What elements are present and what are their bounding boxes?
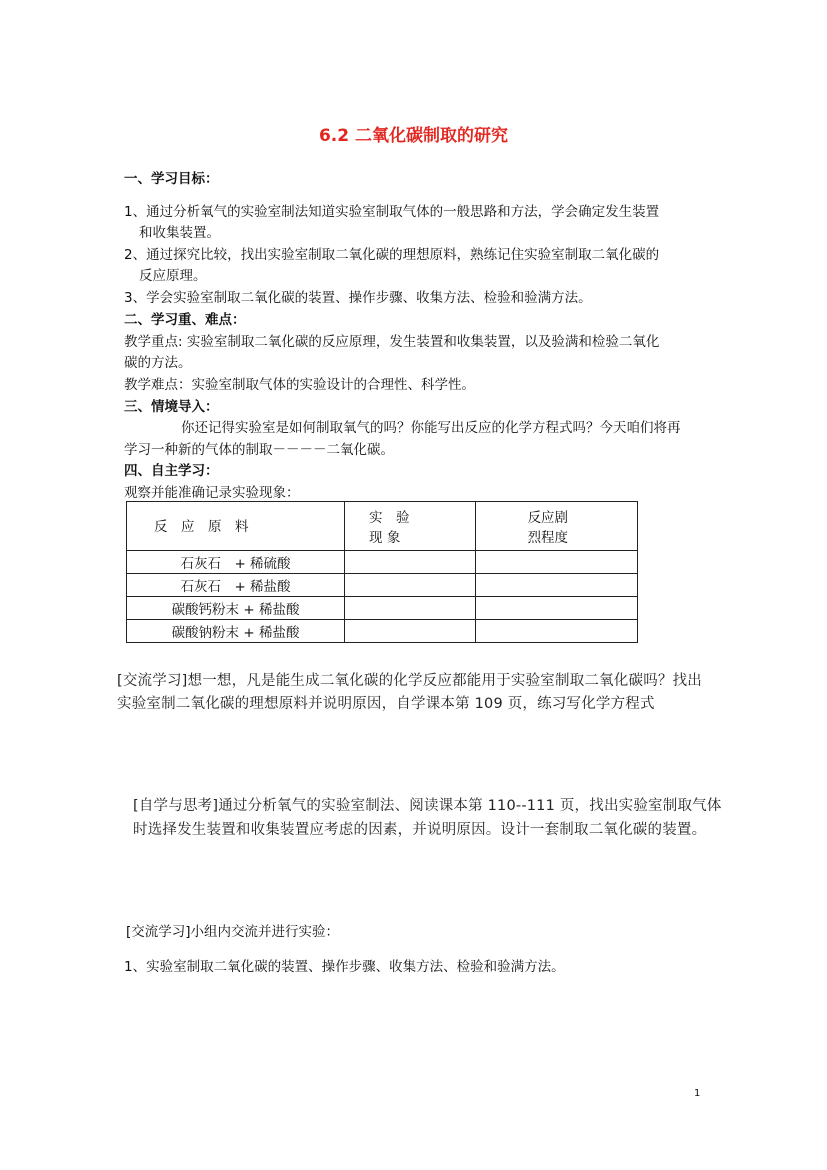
exchange-study-line-2: 实验室制二氧化碳的理想原料并说明原因，自学课本第 109 页，练习写化学方程式 bbox=[117, 696, 655, 712]
row-phenomenon-cell[interactable] bbox=[345, 574, 476, 597]
row-phenomenon-cell[interactable] bbox=[345, 597, 476, 620]
row-material: 碳酸钙粉末 + 稀盐酸 bbox=[127, 597, 345, 620]
group-exchange-item-1: 1、实验室制取二氧化碳的装置、操作步骤、收集方法、检验和验满方法。 bbox=[124, 959, 565, 975]
difficulty-point: 教学难点：实验室制取气体的实验设计的合理性、科学性。 bbox=[124, 377, 475, 393]
section-heading-goals: 一、学习目标： bbox=[124, 171, 219, 187]
row-intensity-cell[interactable] bbox=[475, 574, 637, 597]
section-heading-key-points: 二、学习重、难点： bbox=[124, 312, 246, 328]
key-point-line-2: 碳的方法。 bbox=[124, 355, 192, 371]
header-phenomenon bbox=[345, 502, 476, 551]
section-heading-self-study: 四、自主学习： bbox=[124, 463, 219, 479]
row-material: 石灰石 + 稀盐酸 bbox=[127, 574, 345, 597]
group-exchange: [交流学习]小组内交流并进行实验： bbox=[126, 924, 340, 940]
goal-2-line-2: 反应原理。 bbox=[139, 268, 207, 284]
self-think-line-2: 时选择发生装置和收集装置应考虑的因素，并说明原因。设计一套制取二氧化碳的装置。 bbox=[133, 822, 707, 838]
page-number: 1 bbox=[694, 1088, 701, 1099]
goal-1-line-1: 1、通过分析氧气的实验室制法知道实验室制取气体的一般思路和方法，学会确定发生装置 bbox=[124, 204, 660, 220]
goal-2-line-1: 2、通过探究比较，找出实验室制取二氧化碳的理想原料，熟练记住实验室制取二氧化碳的 bbox=[124, 247, 660, 263]
header-phenomenon-line-2: 现 象 bbox=[369, 530, 401, 546]
table-header-row bbox=[127, 502, 638, 551]
intro-line-2: 学习一种新的气体的制取－－－－二氧化碳。 bbox=[124, 442, 394, 458]
row-intensity-cell[interactable] bbox=[475, 597, 637, 620]
observe-instruction: 观察并能准确记录实验现象： bbox=[124, 485, 300, 501]
row-intensity-cell[interactable] bbox=[475, 620, 637, 643]
exchange-study-line-1: [交流学习]想一想，凡是能生成二氧化碳的化学反应都能用于实验室制取二氧化碳吗？找出 bbox=[117, 673, 703, 689]
header-phenomenon-line-1: 实 验 bbox=[369, 510, 410, 526]
header-materials bbox=[127, 502, 345, 551]
intro-line-1: 你还记得实验室是如何制取氧气的吗？你能写出反应的化学方程式吗？今天咱们将再 bbox=[181, 420, 681, 436]
header-intensity bbox=[475, 502, 637, 551]
header-intensity-line-1: 反应剧 bbox=[527, 510, 569, 526]
table-row bbox=[127, 574, 638, 597]
table-row bbox=[127, 620, 638, 643]
header-materials-label: 反 应 原 料 bbox=[154, 519, 249, 535]
key-point-line-1: 教学重点: 实验室制取二氧化碳的反应原理，发生装置和收集装置，以及验满和检验二氧化 bbox=[124, 334, 660, 350]
row-material: 碳酸钠粉末 + 稀盐酸 bbox=[127, 620, 345, 643]
row-intensity-cell[interactable] bbox=[475, 551, 637, 574]
row-material: 石灰石 + 稀硫酸 bbox=[127, 551, 345, 574]
row-phenomenon-cell[interactable] bbox=[345, 620, 476, 643]
self-think-line-1: [自学与思考]通过分析氧气的实验室制法、阅读课本第 110--111 页，找出实验室制取气体 bbox=[133, 798, 722, 814]
header-intensity-line-2: 烈程度 bbox=[527, 530, 569, 546]
goal-1-line-2: 和收集装置。 bbox=[139, 225, 220, 241]
section-heading-intro: 三、情境导入： bbox=[124, 399, 219, 415]
document-title: 6.2 二氧化碳制取的研究 bbox=[318, 126, 509, 146]
row-phenomenon-cell[interactable] bbox=[345, 551, 476, 574]
goal-3: 3、学会实验室制取二氧化碳的装置、操作步骤、收集方法、检验和验满方法。 bbox=[124, 290, 592, 306]
table-row bbox=[127, 597, 638, 620]
table-row bbox=[127, 551, 638, 574]
observation-table bbox=[126, 501, 638, 643]
